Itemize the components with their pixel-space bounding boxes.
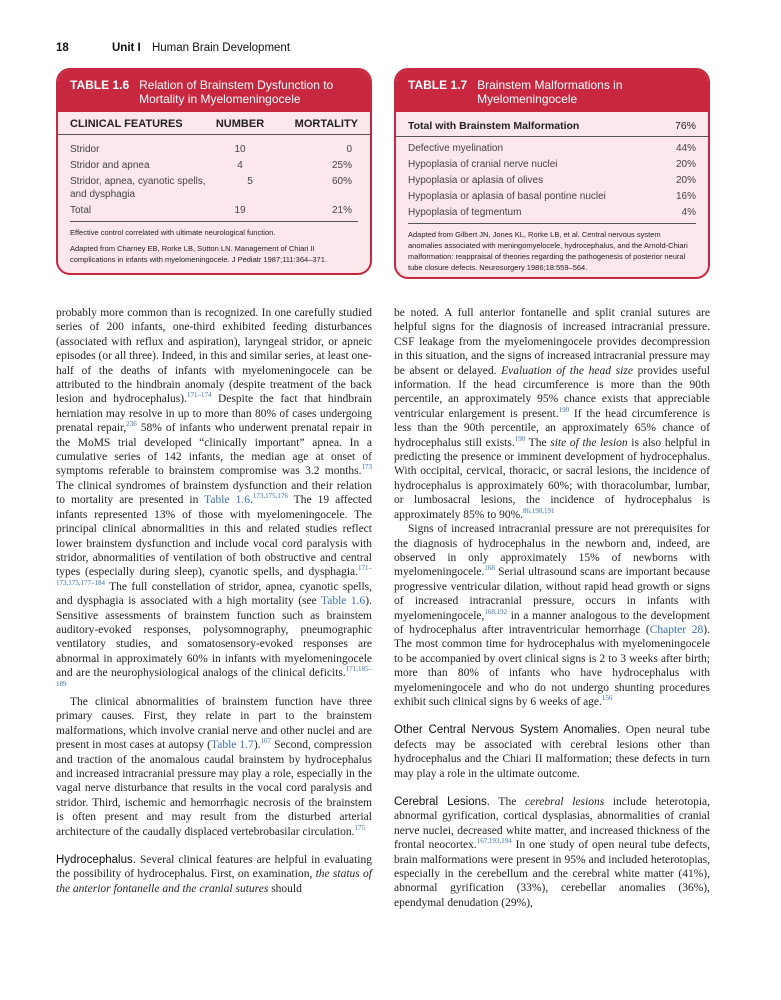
- citation[interactable]: 168: [484, 564, 495, 573]
- table-1-6-header: [58, 70, 370, 112]
- table-1-7-header: [396, 70, 708, 112]
- citation[interactable]: 168,192: [484, 607, 508, 616]
- table-row: [396, 206, 708, 219]
- text: Despite the fact that hindbrain herniation may resolve in up to more than 80% of cases undergoing prenatal repair,: [56, 393, 372, 435]
- page-number: 18: [56, 42, 69, 54]
- text: provides useful information. If the head circumference is more than the 90th percentile, an approximately 95% chance exists that appreciable ventricular enlargement is present.: [394, 364, 710, 420]
- table-cell: Hypoplasia or aplasia of basal pontine nuclei: [408, 191, 606, 202]
- paragraph: [394, 723, 710, 781]
- table-number: TABLE 1.7: [408, 78, 468, 92]
- paragraph: [56, 853, 372, 896]
- citation[interactable]: 171–174: [186, 391, 212, 400]
- paragraph: [394, 522, 710, 709]
- text: Several clinical features are helpful in evaluating the possibility of hydrocephalus. First, on examination,: [56, 854, 372, 881]
- table-cell: 60%: [331, 176, 352, 187]
- text: 58% of infants who underwent prenatal repair in the MoMS trial developed “clinically important” apnea. In a cumulative series of 142 infants, the median age at onset of symptoms referable to brainstem compromise was 3.2 months.: [56, 422, 372, 478]
- table-cell: 19: [234, 205, 246, 216]
- section-heading: Cerebral Lesions.: [394, 796, 490, 808]
- table-row: [58, 159, 370, 172]
- table-cell: 4%: [681, 207, 696, 218]
- left-column: [56, 306, 372, 896]
- right-column: [394, 306, 710, 910]
- table-1-7: [394, 68, 710, 279]
- text: ). The most common time for hydrocephalus with myelomeningocele to be accompanied by overt clinical signs is 2 to 3 weeks after birth; more than 80% of infants who have hydrocephalus with myelomeningocele and who do not undergo shunting procedures exhibit such clinical signs by 6 weeks of age.: [394, 623, 710, 708]
- citation[interactable]: 236: [126, 420, 137, 429]
- section-heading: Other Central Nervous System Anomalies.: [394, 724, 621, 737]
- table-row: [58, 175, 370, 201]
- table-number: TABLE 1.6: [70, 78, 130, 92]
- table-source: Adapted from Charney EB, Rorke LB, Sutton LN. Management of Chiari II complications in infants with myelomeningocele. J Pediatr 1987;111:364–371.: [70, 244, 327, 264]
- text: The: [489, 796, 525, 808]
- text: Serial ultrasound scans are important because progressive ventricular dilation, without rapid head growth or signs of increased intracranial pressure, occurs in infants with myelomeningocele,: [394, 566, 710, 622]
- paragraph: probably more common than is recognized. In one carefully studied series of 200 infants, one-third exhibited feeding disturbances (associated with reflux and aspiration), laryngeal stridor, or apneic episodes (or all three). Indeed, in this and similar series, at least one-half of the deaths of infants with myelomeningocele can be attributed to the hindbrain anomaly (despite treatment of the back lesion and hydrocephalus).$^{171-174}$ Despite the fact that hindbrain herniation may resolve in up to more than 80% of cases undergoing prenatal repair,$^{236}$ 58% of infants who underwent prenatal repair in the MoMS trial developed “clinically important” apnea. In a cumulative series of 142 infants, the median age at onset of symptoms referable to brainstem compromise was 3.2 months.$^{173}$ The clinical syndromes of brainstem dysfunction and their relation to mortality are presented in Table 1.6.$^{173,175,176}$ The 19 affected infants represented 13% of those with myelomeningocele. The principal clinical abnormalities in this and related studies reflect lower brainstem dysfunction and include vocal cord paralysis with stridor, abnormalities of ventilation of both obstructive and central types (especially during sleep), cyanotic spells, and dysphagia.$^{171-173,175,177-184}$ The full constellation of stridor, apnea, cyanotic spells, and dysphagia is associated with a high mortality (see Table 1.6). Sensitive assessments of brainstem function such as brainstem auditory-evoked responses, polysomnography, pneumographic ventilatory studies, and somatosensory-evoked responses are abnormal in approximately 60% in infants with myelomeningocele and are the neurophysiological analogs of the clinical deficits.$^{171,185-189}$: [56, 307, 372, 688]
- table-row: [58, 204, 370, 217]
- citation[interactable]: 156: [601, 694, 613, 703]
- citation[interactable]: 171,185–189: [56, 665, 372, 688]
- table-divider: [408, 223, 696, 224]
- citation[interactable]: 86,190,191: [523, 506, 555, 515]
- citation[interactable]: 173,175,176: [252, 492, 288, 501]
- citation[interactable]: 190: [558, 406, 570, 415]
- citation[interactable]: 167: [260, 737, 272, 746]
- paragraph: The clinical abnormalities of brainstem function have three primary causes. First, they relate in part to the brainstem malformations, which involve cranial nerve and other nuclei and are present in most cases at autopsy (Table 1.7).$^{167}$ Second, compression and traction of the anomalous caudal brainstem by hydrocephalus and increased intracranial pressure may play a role, especially in the vagal nerve disturbance that results in the vocal cord paralysis and stridor. Third, ischemic and hemorrhagic necrosis of the brainstem is often present and may result from the disturbed arterial architecture of the caudally displaced vertebrobasilar circulation.$^{175}$: [56, 695, 372, 838]
- section-heading: Hydrocephalus.: [56, 854, 136, 867]
- table-row: [396, 174, 708, 187]
- paragraph: [394, 795, 710, 910]
- text: The clinical syndromes of brainstem dysfunction and their relation to mortality are presented in: [56, 479, 372, 507]
- emphasis: Evaluation of the head size: [501, 364, 633, 377]
- table-row: [396, 158, 708, 171]
- text: The: [525, 436, 551, 449]
- table-cell: Defective myelination: [408, 143, 504, 154]
- column-header: MORTALITY: [294, 118, 358, 130]
- text: In one study of open neural tube defects, brain malformations were present in 95% and included heterotopias, especially in the cerebellum and the cerebral white matter (41%), abnormal gyrification (33%), cerebellar anomalies (36%), ependymal denudation (29%),: [394, 839, 710, 909]
- citation[interactable]: 173: [361, 463, 372, 472]
- text: Second, compression and traction of the anomalous caudal brainstem by hydrocephalus and increased intracranial pressure may play a role, especially in the vagal nerve disturbance that results in the vocal cord paralysis and stridor. Third, ischemic and hemorrhagic necrosis of the brainstem is often present and may result from the disturbed arterial architecture of the caudally displaced vertebrobasilar circulation.: [56, 739, 372, 838]
- table-cell: 10: [234, 144, 246, 155]
- table-cell: 4: [237, 160, 243, 171]
- table-cell: 44%: [675, 143, 696, 154]
- total-value: 76%: [674, 120, 696, 132]
- text: include heterotopia, abnormal gyrification, cortical dysplasias, abnormalities of cranial nerve nuclei, decreased white matter, and increased thickness of the frontal neocortex.: [394, 796, 710, 852]
- table-cell: 0: [346, 144, 352, 155]
- table-note: Effective control correlated with ultimate neurological function.: [70, 228, 276, 237]
- unit-label: Unit I: [112, 42, 141, 54]
- emphasis: the status of the anterior fontanelle and the cranial sutures: [56, 868, 372, 895]
- table-cell: Stridor: [70, 144, 100, 155]
- table-total-row: [396, 112, 708, 137]
- table-cell: Hypoplasia of cranial nerve nuclei: [408, 159, 558, 170]
- text: in a manner analogous to the development of hydrocephalus after intraventricular hemorrhage (: [394, 609, 710, 636]
- table-cell: Total: [70, 205, 92, 216]
- text: be noted. A full anterior fontanelle and split cranial sutures are helpful signs for the diagnosis of increased intracranial pressure. CSF leakage from the myelomeningocele provides decompression in this situation, and the signs of increased intracranial pressure may be absent or delayed.: [394, 307, 710, 377]
- table-link[interactable]: Table 1.6: [204, 494, 250, 507]
- text: is also helpful in predicting the presence or imminent development of hydrocephalus. With occipital, cervical, thoracic, or sacral lesions, the incidence of hydrocephalus is approximately 60%; with thoracolumbar, lumbar, or lumbosacral lesions, the incidence of hydrocephalus is approximately 85% to 90%.: [394, 436, 711, 521]
- text: The 19 affected infants represented 13% of those with myelomeningocele. The principal clinical abnormalities in this and related studies reflect lower brainstem dysfunction and include vocal cord paralysis with stridor, abnormalities of ventilation of both obstructive and central types (especially during sleep), cyanotic spells, and dysphagia.: [56, 494, 372, 579]
- table-title: Relation of Brainstem Dysfunction to Mortality in Myelomeningocele: [139, 78, 334, 106]
- table-cell: Stridor, apnea, cyanotic spells, and dysphagia: [70, 176, 206, 200]
- table-source: Adapted from Gilbert JN, Jones KL, Rorke LB, et al. Central nervous system anomalies associated with meningomyelocele, hydrocephalus, and the Arnold-Chiari malformation: reappraisal of theories regarding the pathogenesis of posterior neural tube closure defects. Neurosurgery 1986;18:559–564.: [408, 230, 688, 272]
- total-label: Total with Brainstem Malformation: [408, 120, 580, 132]
- text: should: [268, 882, 302, 895]
- text: The clinical abnormalities of brainstem function have three primary causes. First, they relate in part to the brainstem malformations, which involve cranial nerve and other nuclei and are present in most cases at autopsy (: [56, 695, 372, 752]
- table-title: Brainstem Malformations in Myelomeningocele: [477, 78, 623, 106]
- text: Open neural tube defects may be associated with cerebral lesions other than hydrocephalus and the Chiari II malformation; these defects in turn may play a role in the ultimate outcome.: [394, 724, 710, 780]
- citation[interactable]: 175: [354, 823, 366, 832]
- column-header: CLINICAL FEATURES: [70, 118, 183, 130]
- text: The full constellation of stridor, apnea, cyanotic spells, and dysphagia is associated with a high mortality (see: [56, 580, 372, 608]
- table-cell: 20%: [675, 175, 696, 186]
- table-link[interactable]: Table 1.6: [321, 595, 366, 608]
- table-cell: 25%: [331, 160, 352, 171]
- table-cell: Hypoplasia or aplasia of olives: [408, 175, 544, 186]
- table-divider: [70, 221, 358, 222]
- text: Signs of increased intracranial pressure are not prerequisites for the diagnosis of hydrocephalus in the newborn and, indeed, are observed in only approximately 15% of newborns with myelomeningocele.: [394, 523, 710, 579]
- emphasis: site of the lesion: [550, 436, 628, 449]
- table-row: [396, 190, 708, 203]
- table-1-6: [56, 68, 372, 275]
- text: probably more common than is recognized. In one carefully studied series of 200 infants, one-third exhibited feeding disturbances (associated with reflux and aspiration), laryngeal stridor, or apneic episodes (or all three). Indeed, in this and similar series, at least one-half of the deaths of infants with myelomeningocele can be attributed to the hindbrain anomaly (despite treatment of the back lesion and hydrocephalus).: [56, 307, 372, 406]
- header-title: Human Brain Development: [151, 42, 291, 54]
- table-link[interactable]: Table 1.7: [211, 739, 254, 752]
- table-cell: 20%: [675, 159, 696, 170]
- text: If the head circumference is less than the 90th percentile, an approximately 65% chance of hydrocephalus still exists.: [394, 407, 711, 449]
- table-row: [58, 143, 370, 156]
- running-header: [56, 42, 290, 54]
- table-cell: 21%: [331, 205, 352, 216]
- table-cell: 5: [247, 176, 253, 187]
- text: ). Sensitive assessments of brainstem function such as brainstem auditory-evoked responses, polysomnography, pneumographic ventilatory studies, and somatosensory-evoked responses are abnormal in approximately 60% in infants with myelomeningocele and are the neurophysiological analogs of the clinical deficits.: [56, 595, 372, 680]
- citation[interactable]: 190: [514, 434, 526, 443]
- table-column-headers: [58, 112, 370, 135]
- table-cell: Stridor and apnea: [70, 160, 150, 171]
- chapter-link[interactable]: Chapter 28: [649, 623, 704, 636]
- citation[interactable]: 171–173,175,177–184: [56, 564, 372, 587]
- table-row: [396, 142, 708, 155]
- citation[interactable]: 167,193,194: [476, 837, 512, 846]
- column-header: NUMBER: [215, 118, 265, 130]
- table-cell: 16%: [675, 191, 696, 202]
- table-cell: Hypoplasia of tegmentum: [408, 207, 522, 218]
- paragraph: [394, 306, 710, 522]
- emphasis: cerebral lesions: [525, 796, 605, 808]
